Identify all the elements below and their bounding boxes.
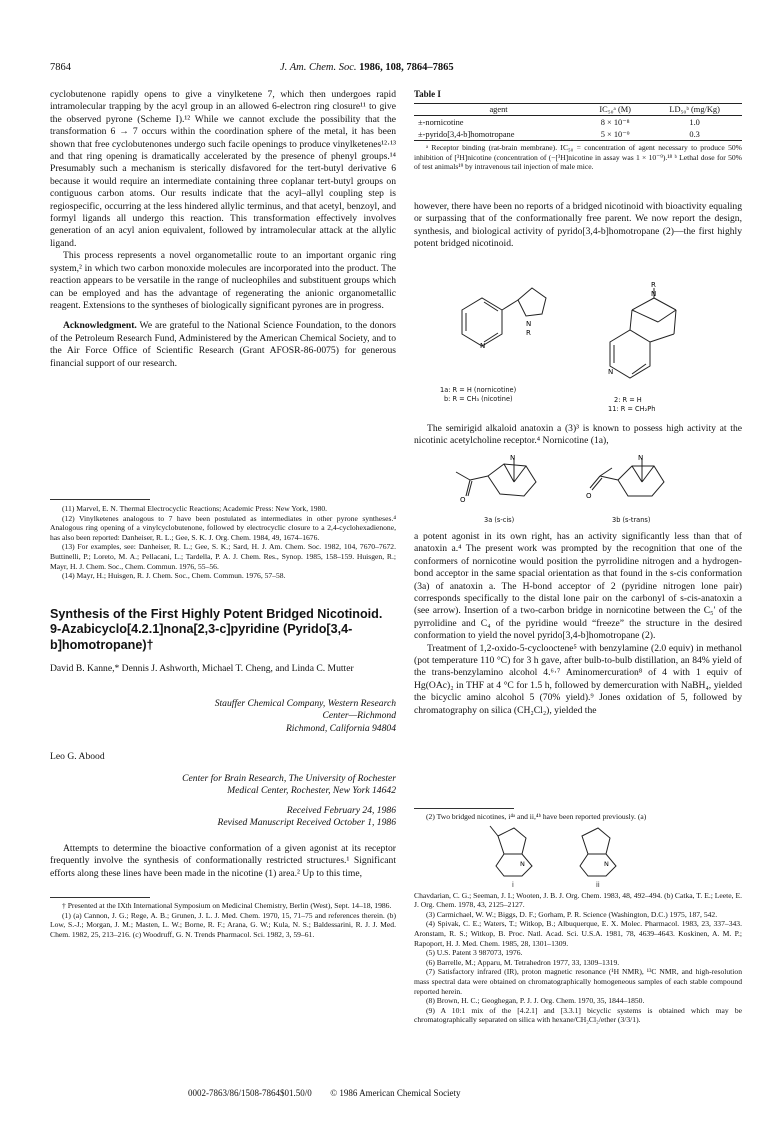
footnote: (5) U.S. Patent 3 987073, 1976. [426, 948, 523, 958]
footnote-divider [50, 897, 150, 898]
body-paragraph: The semirigid alkaloid anatoxin a (3)³ is known to possess high activity at the nicotinic acetylcholine receptor.⁴ Nornicotine (1a), [414, 423, 742, 447]
acknowledgment-label: Acknowledgment. [63, 320, 137, 332]
structure-nornicotine-and-homotropane [440, 282, 720, 384]
affiliation-line: Richmond, California 94804 [285, 722, 396, 734]
table-1 [414, 89, 742, 172]
table-header-row [414, 104, 742, 116]
affiliation-rochester [50, 773, 396, 798]
affiliation-line: Medical Center, Rochester, New York 14642 [227, 785, 396, 797]
second-author: Leo G. Abood [50, 751, 105, 762]
footnote-divider [414, 808, 514, 809]
atom-label-n: N [638, 454, 644, 462]
footnotes-right [414, 812, 742, 1025]
received-dates [50, 805, 396, 830]
footnote: Chavdarian, C. G.; Seeman, J. I.; Wooten, J. B. J. Org. Chem. 1983, 48, 492–494. (b) Catka, T. E.; Leete, E. J. Org. Chem. 1978, 43, 2125–2127. [414, 890, 742, 910]
atom-label-n: N [526, 320, 532, 328]
footnote: (9) A 10:1 mix of the [4.2.1] and [3.3.1] bicyclic systems is obtained which may be chromatographically separated on silica with hexane/CH₂Cl₂/ether (3/3/1). [414, 1005, 742, 1025]
compound-label-3b: 3b (s-trans) [612, 516, 651, 524]
atom-label-o: O [460, 496, 466, 504]
body-paragraph: This process represents a novel organometallic route to an important organic ring system,² in which two carbon monoxide molecules are incorporated into the product. The reaction appears to be versatile in the range of nucleophiles and substituent groups which can be employed and has the advantage of regenerating the anionic organometallic reagent. Extensions to the syntheses of biologically significant pyrones are in progress. [50, 250, 396, 311]
revised-date: Revised Manuscript Received October 1, 1986 [217, 817, 396, 829]
atom-label-n: N [608, 368, 614, 376]
page-footer [188, 1088, 461, 1098]
footnote: (11) Marvel, E. N. Thermal Electrocyclic Reactions; Academic Press: New York, 1980. [62, 504, 328, 513]
table-cell: 5 × 10⁻⁹ [600, 130, 630, 139]
left-column-top [50, 89, 396, 370]
footnote: (6) Barrelle, M.; Apparu, M. Tetrahedron 1977, 33, 1309–1319. [426, 957, 620, 967]
table-cell: 8 × 10⁻⁸ [600, 118, 630, 127]
atom-label-n: N [480, 342, 486, 350]
footnote: (1) (a) Cannon, J. G.; Rege, A. B.; Grunen, J. L. J. Med. Chem. 1970, 15, 71–75 and references therein. (b) Low, S.-J.; Morgan, J. M.; Masten, L. W.; Borne, R. F.; Arana, G. W.; Kula, N. S.; Baldessarini, R. J. J. Med. Chem. 1982, 25, 213–216. (c) Woodruff, G. N. Trends Pharmacol. Sci. 1982, 3, 59–61. [50, 910, 396, 939]
page-number: 7864 [50, 62, 71, 73]
compound-label-i: i [512, 880, 514, 889]
table-note: ᵃ Receptor binding (rat-brain membrane). IC₅₀ = concentration of agent necessary to produce 50% inhibition of [³H]nicotine (concentration of (−[³H]nicotine in assay was 1 × 10⁻⁹).¹⁸ ᵇ Lethal dose for 50% of test animals¹⁹ by intravenous tail injection of male mice. [414, 143, 742, 172]
atom-label-o: O [586, 492, 592, 500]
journal-name: J. Am. Chem. Soc. [280, 62, 357, 73]
atom-label-r: R [526, 329, 531, 337]
body-paragraph: Attempts to determine the bioactive conformation of a given agonist at its receptor frequently involve the synthesis of conformationally restricted structures.¹ Significant efforts along these lines have been made in the nicotine (1) area.² Up to this time, [50, 843, 396, 879]
compound-label-1a: 1a: R = H (nornicotine) [440, 386, 517, 394]
table-grid [414, 103, 742, 141]
affiliation-line: Center for Brain Research, The University of Rochester [182, 773, 396, 784]
footer-copyright: © 1986 American Chemical Society [330, 1088, 461, 1098]
running-header [280, 62, 580, 73]
bridged-nicotine-labels [414, 880, 742, 891]
footnotes-left-top [50, 504, 396, 581]
compound-label-ii: ii [596, 880, 600, 889]
footnote: (4) Spivak, C. E.; Waters, T.; Witkop, B.; Albuquerque, E. X. Molec. Pharmacol. 1983, 23, 337–343. Aronstam, R. S.; Witkop, B. Proc. Natl. Acad. Sci. U.S.A. 1981, 78, 4639–4643. Koskinen, A. M. P.; Rapoport, H. J. Med. Chem. 1985, 28, 1301–1309. [414, 919, 742, 948]
compound-label-11: 11: R = CH₂Ph [608, 405, 656, 413]
body-paragraph: however, there have been no reports of a bridged nicotinoid with bioactivity equaling or surpassing that of the conformationally free parent. We now report the design, synthesis, and biological activity of pyrido[3,4-b]homotropane (2)—the first highly potent bridged nicotinoid. [414, 201, 742, 250]
structure-bridged-nicotines [414, 822, 742, 880]
atom-label-r: R [651, 282, 656, 289]
acknowledgment [50, 320, 396, 370]
atom-label-n: N [510, 454, 516, 462]
table-header-cell: LD₅₀ᵇ (mg/Kg) [669, 105, 720, 114]
affiliation-line: Center—Richmond [322, 710, 396, 722]
affiliation-stauffer [50, 698, 396, 735]
right-paragraph-2 [414, 423, 742, 448]
atom-label-n: N [520, 859, 525, 868]
affiliation-line: Stauffer Chemical Company, Western Research [214, 698, 396, 709]
right-paragraph-3 [414, 531, 742, 717]
table-cell: 1.0 [689, 117, 700, 127]
compound-label-3a: 3a (s-cis) [484, 516, 515, 524]
right-paragraph-1 [414, 201, 742, 251]
footnotes-article-left [50, 901, 396, 939]
body-paragraph: Treatment of 1,2-oxido-5-cyclooctene⁵ with benzylamine (2.0 equiv) in methanol (pot temperature 110 °C) for 3 h gave, after bulb-to-bulb distillation, an 84% yield of the trans-benzylamino alcohol 4.⁶·⁷ Aminomercuration⁸ of 4 with 1 equiv of Hg(OAc)₂ in THF at 4 °C for 1.5 h, followed by demercuration with NaBH₄, yielded the bicyclic amino alcohol 5 (70% yield).⁹ Jones oxidation of 5, followed by chromatography on silica (CH₂Cl₂), yielded the [414, 642, 742, 716]
table-header-cell: IC₅₀ᵃ (M) [599, 105, 631, 114]
footer-code: 0002-7863/86/1508-7864$01.50/0 [188, 1088, 312, 1098]
structure-anatoxin-conformers [440, 452, 690, 510]
atom-label-n: N [651, 290, 657, 298]
atom-label-n: N [604, 859, 609, 868]
acknowledgment-text: We are grateful to the National Science Foundation, to the donors of the Petroleum Research Fund, Administered by the American Chemical Society, and to the Air Force Office of Scientific Research (Grant AFOSR-86-0075) for generous financial support of our research. [50, 320, 396, 369]
intro-paragraph-block [50, 843, 396, 880]
footnote: (12) Vinylketenes analogous to 7 have been postulated as intermediates in other pyrone syntheses.⁴ Analogous ring opening of a vinylcyclobutenone, followed by electrocyclic closure to a 2,4-cyclohexadienone, has also been reported: Danheiser, R. L.; Gee, S. K. J. Org. Chem. 1984, 49, 1674–1676. [50, 513, 396, 542]
footnote: (7) Satisfactory infrared (IR), proton magnetic resonance (¹H NMR), ¹³C NMR, and high-resolution mass spectral data were obtained on chromatographically homogeneous samples of each stable compound reported herein. [414, 967, 742, 996]
received-date: Received February 24, 1986 [286, 805, 396, 816]
table-header-cell: agent [489, 105, 508, 114]
compound-label-2: 2: R = H [614, 396, 642, 404]
table-row [414, 128, 742, 141]
footnote: † Presented at the IXth International Symposium on Medicinal Chemistry, Berlin (West), Sept. 14–18, 1986. [62, 901, 392, 910]
table-row [414, 116, 742, 129]
footnote: (13) For examples, see: Danheiser, R. L.; Gee, S. K.; Sard, H. J. Am. Chem. Soc. 1982, 104, 7670–7672. Buttinelli, P.; Loreto, M. A.; Pellacani, L.; Tardella, P. A. J. Chem. Res., Synop. 1985, 158–159. Huisgen, R.; Mayr, H. J. Chem. Soc., Chem. Commun. 1976, 55–56. [50, 542, 396, 571]
journal-citation: 1986, 108, 7864–7865 [359, 62, 454, 73]
table-cell: 0.3 [689, 129, 700, 139]
table-cell: ±-pyrido[3,4-b]homotropane [418, 129, 515, 139]
compound-label-1b: b: R = CH₃ (nicotine) [444, 395, 513, 403]
author-list: David B. Kanne,* Dennis J. Ashworth, Michael T. Cheng, and Linda C. Mutter [50, 663, 354, 674]
body-paragraph: a potent agonist in its own right, has an activity significantly less than that of anatoxin a.⁴ The present work was prompted by the recognition that one of the conformers of nornicotine would position the pyrrolidine nitrogen and a hydrogen-bond acceptor in the same spacial orientation as that found in the s-cis conformation (3a) of anatoxin a. The H-bond acceptor of 2 (pyridine nitrogen lone pair) corresponds specifically to the distal lone pair on the carbonyl of s-cis-anatoxin a (see arrow). Insertion of a two-carbon bridge in nornicotine between the C₅′ of the pyrrolidine and C₄ of the pyridine would “freeze” the structure in the desired conformation to yield the novel pyrido[3,4-b]homotropane (2). [414, 531, 742, 642]
body-paragraph: cyclobutenone rapidly opens to give a vinylketene 7, which then undergoes rapid intramolecular trapping by the acyl group in an allowed 6-electron ring closure¹¹ to give the observed pyrone (Scheme I).¹² While we cannot exclude the possibility that the transformation 6 → 7 occurs within the coordination sphere of the metal, it has been shown that free cyclobutenones undergo such facile openings to produce vinylketenes¹²·¹³ and that ring opening is dramatically accelerated by the presence of phenyl groups.¹⁴ Presumably such a mechanism is sterically disfavored for the tert-butyl derivative 6 because it would require an intermediate containing three coplanar tert-butyl groups on contiguous carbon atoms. Our results indicate that the acyl–allyl coupling step is regiospecific, occurring at the less hindered allylic terminus, and that acetyl, benzoyl, and formyl ligands all undergo this reaction. This transformation effectively involves generation of an acyl anion equivalent, followed by intramolecular attack at the allylic ligand. [50, 89, 396, 249]
article-title: Synthesis of the First Highly Potent Bridged Nicotinoid. 9-Azabicyclo[4.2.1]nona[2,3-c]pyridine (Pyrido[3,4-b]homotropane)† [50, 607, 383, 652]
footnote-divider [50, 499, 150, 500]
footnote: (14) Mayr, H.; Huisgen, R. J. Chem. Soc., Chem. Commun. 1976, 57–58. [62, 571, 286, 581]
footnote: (2) Two bridged nicotines, i⁴ᵃ and ii,⁴ᵇ have been reported previously. (a) [426, 812, 647, 821]
footnote: (3) Carmichael, W. W.; Biggs, D. F.; Gorham, P. R. Science (Washington, D.C.) 1975, 187, 542. [426, 909, 718, 919]
footnote: (8) Brown, H. C.; Geoghegan, P. J. J. Org. Chem. 1970, 35, 1844–1850. [426, 996, 645, 1006]
table-cell: ±-nornicotine [418, 117, 464, 127]
table-title: Table I [414, 89, 441, 99]
